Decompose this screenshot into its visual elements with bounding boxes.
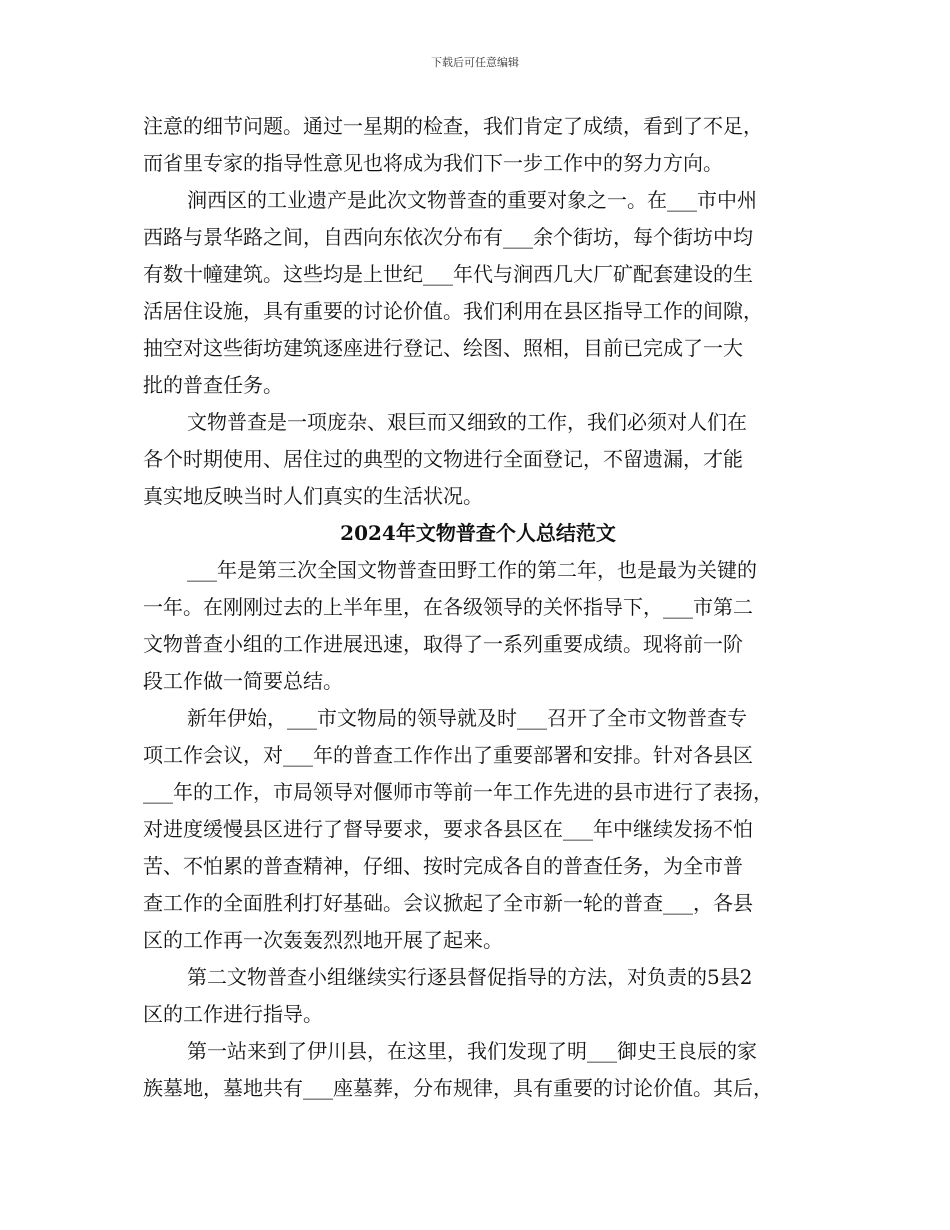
text-line: 一年。在刚刚过去的上半年里，在各级领导的关怀指导下，___市第二	[143, 595, 753, 619]
text-line: 第二文物普查小组继续实行逐县督促指导的方法，对负责的5县2	[187, 965, 753, 989]
text-line: 段工作做一简要总结。	[143, 669, 343, 693]
text-line: 新年伊始，___市文物局的领导就及时___召开了全市文物普查专	[187, 706, 747, 730]
text-line: 各个时期使用、居住过的典型的文物进行全面登记，不留遗漏，才能	[143, 447, 743, 471]
text-line: 区的工作进行指导。	[143, 1002, 323, 1026]
text-line: 对进度缓慢县区进行了督导要求，要求各县区在___年中继续发扬不怕	[143, 817, 753, 841]
text-line: 有数十幢建筑。这些均是上世纪___年代与涧西几大厂矿配套建设的生	[143, 262, 753, 286]
text-line: 活居住设施，具有重要的讨论价值。我们利用在县区指导工作的间隙，	[143, 299, 763, 323]
text-line: 查工作的全面胜利打好基础。会议掀起了全市新一轮的普查___，各县	[143, 891, 753, 915]
text-line: 而省里专家的指导性意见也将成为我们下一步工作中的努力方向。	[143, 151, 723, 175]
text-line: 注意的细节问题。通过一星期的检查，我们肯定了成绩，看到了不足，	[143, 114, 763, 138]
text-line: 抽空对这些街坊建筑逐座进行登记、绘图、照相，目前已完成了一大	[143, 336, 743, 360]
text-line: 区的工作再一次轰轰烈烈地开展了起来。	[143, 928, 503, 952]
text-line: 文物普查小组的工作进展迅速，取得了一系列重要成绩。现将前一阶	[143, 632, 743, 656]
text-line: 项工作会议，对___年的普查工作作出了重要部署和安排。针对各县区	[143, 743, 753, 767]
text-line: 批的普查任务。	[143, 373, 283, 397]
text-line: 族墓地，墓地共有___座墓葬，分布规律，具有重要的讨论价值。其后，	[143, 1076, 773, 1100]
document-body	[143, 108, 813, 1107]
document-title: 2024年文物普查个人总结范文	[340, 521, 616, 545]
text-line: ___年是第三次全国文物普查田野工作的第二年，也是最为关键的	[187, 558, 757, 582]
text-line: 苦、不怕累的普查精神，仔细、按时完成各自的普查任务，为全市普	[143, 854, 743, 878]
page-header-note: 下载后可任意编辑	[431, 56, 519, 69]
text-line: 涧西区的工业遗产是此次文物普查的重要对象之一。在___市中州	[187, 188, 757, 212]
text-line: ___年的工作，市局领导对偃师市等前一年工作先进的县市进行了表扬，	[143, 780, 773, 804]
text-line: 第一站来到了伊川县，在这里，我们发现了明___御史王良辰的家	[187, 1039, 757, 1063]
text-line: 西路与景华路之间，自西向东依次分布有___余个街坊，每个街坊中均	[143, 225, 753, 249]
text-line: 文物普查是一项庞杂、艰巨而又细致的工作，我们必须对人们在	[187, 410, 747, 434]
text-line: 真实地反映当时人们真实的生活状况。	[143, 484, 483, 508]
